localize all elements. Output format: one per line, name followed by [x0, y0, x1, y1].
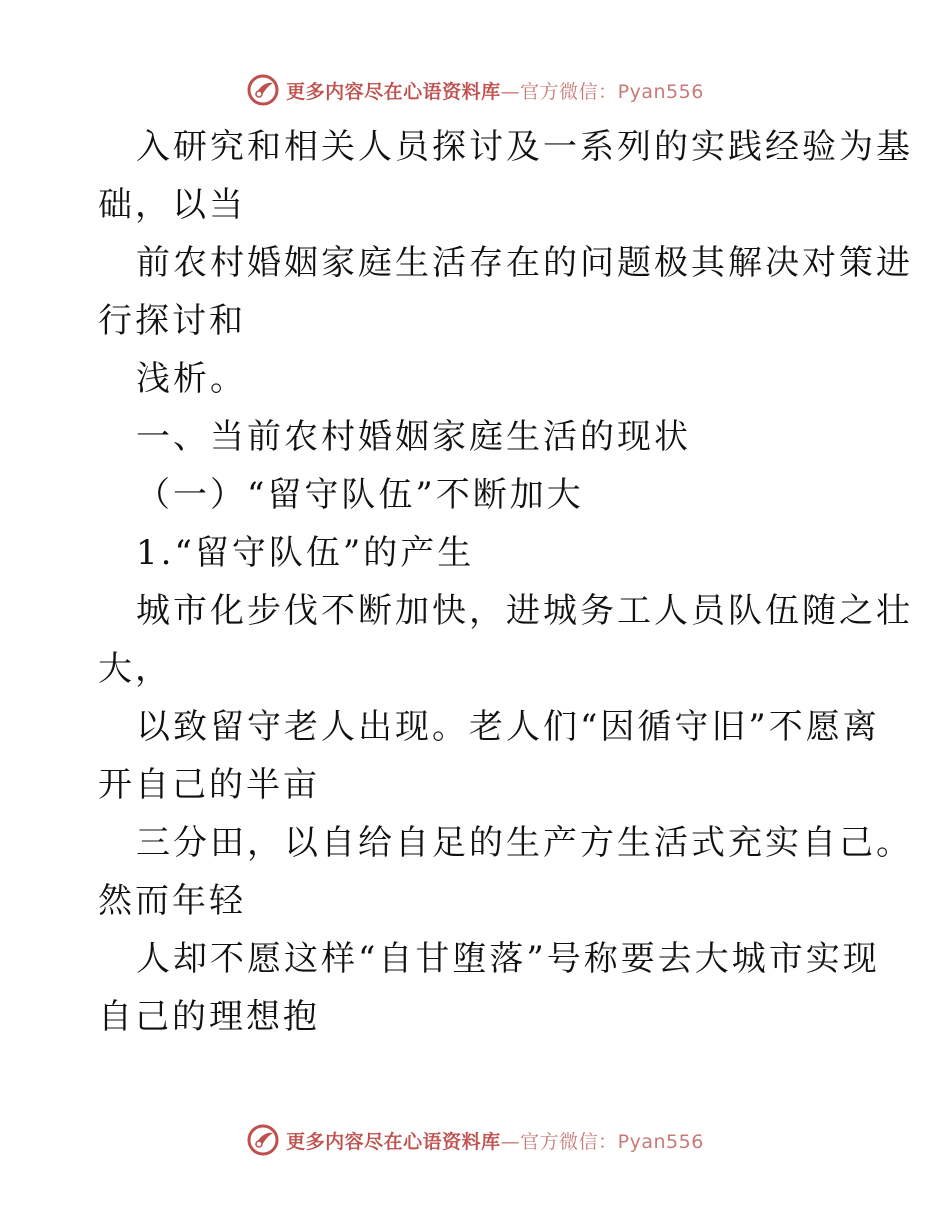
watermark-text: [286, 1127, 704, 1154]
document-body: [98, 118, 913, 1046]
text-line: 浅析。: [136, 359, 247, 399]
footer-watermark: [0, 1120, 950, 1160]
watermark-brand: 更多内容尽在心语资料库: [286, 1130, 501, 1153]
text-line: 入研究和相关人员探讨及一系列的实践经验为基: [136, 127, 913, 167]
text-line: 人却不愿这样“自甘堕落”号称要去大城市实现: [136, 939, 880, 979]
watermark-wechat: —官方微信：Pyan556: [500, 1130, 704, 1153]
watermark-brand: 更多内容尽在心语资料库: [286, 80, 501, 103]
text-line: 城市化步伐不断加快，进城务工人员队伍随之壮: [136, 591, 913, 631]
text-line: 大，: [98, 649, 172, 689]
text-line: 础，以当: [98, 185, 246, 225]
text-line: 1.“留守队伍”的产生: [136, 533, 475, 573]
text-line: 前农村婚姻家庭生活存在的问题极其解决对策进: [136, 243, 913, 283]
text-line: 行探讨和: [98, 301, 246, 341]
text-line: 以致留守老人出现。老人们“因循守旧”不愿离: [136, 707, 880, 747]
watermark-text: [286, 77, 704, 104]
brand-logo-icon: [246, 73, 280, 107]
header-watermark: [0, 70, 950, 110]
text-line: 然而年轻: [98, 881, 246, 921]
text-line: 一、当前农村婚姻家庭生活的现状: [136, 417, 691, 457]
text-line: 三分田，以自给自足的生产方生活式充实自己。: [136, 823, 913, 863]
text-line: 开自己的半亩: [98, 765, 320, 805]
brand-logo-icon: [246, 1123, 280, 1157]
text-line: （一）“留守队伍”不断加大: [136, 475, 584, 515]
text-line: 自己的理想抱: [98, 997, 320, 1037]
watermark-wechat: —官方微信：Pyan556: [500, 80, 704, 103]
